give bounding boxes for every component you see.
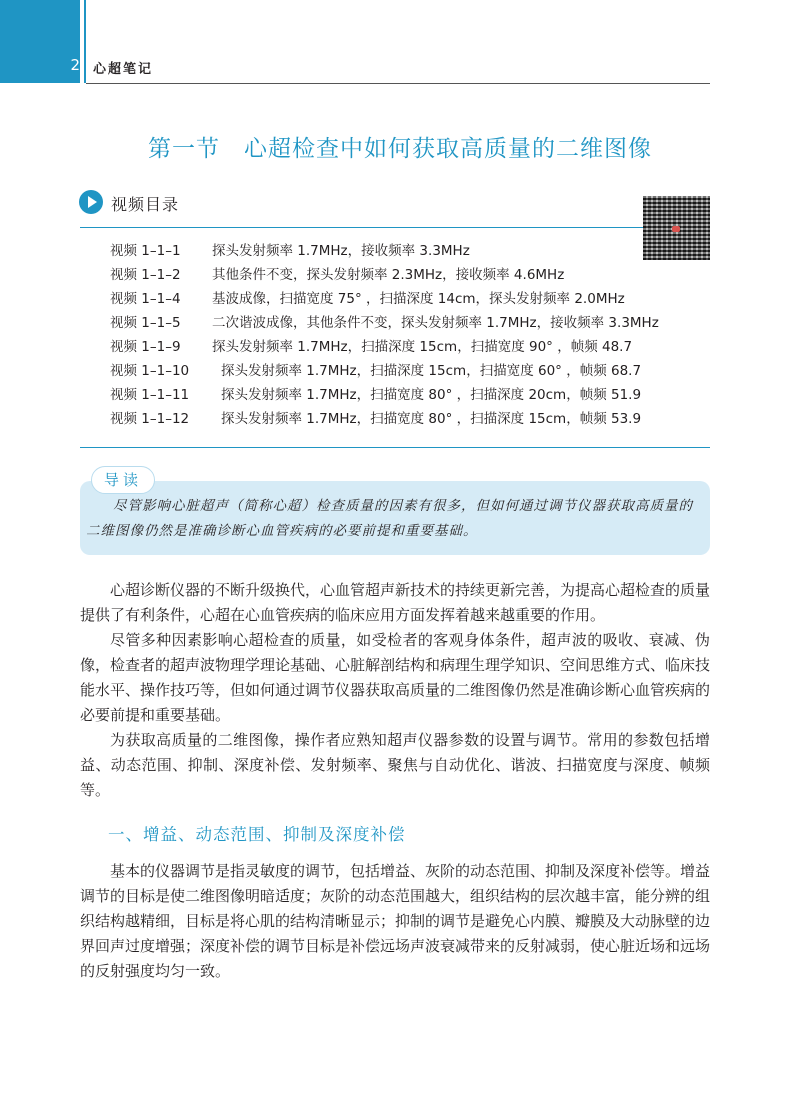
section-title: 第一节 心超检查中如何获取高质量的二维图像 <box>148 136 652 162</box>
video-item[interactable] <box>110 239 659 263</box>
video-code: 视频 1–1–4 <box>110 291 181 307</box>
guide-label: 导读 <box>91 466 155 494</box>
video-item[interactable] <box>110 263 659 287</box>
video-item[interactable] <box>110 383 659 407</box>
video-description: 基波成像，扫描宽度 75° ，扫描深度 14cm，探头发射频率 2.0MHz <box>212 291 625 307</box>
body-paragraph-3: 为获取高质量的二维图像，操作者应熟知超声仪器参数的设置与调节。常用的参数包括增益、动态范围、抑制、深度补偿、发射频率、聚焦与自动优化、谐波、扫描宽度与深度、帧频等。 <box>80 731 710 799</box>
video-item[interactable] <box>110 335 659 359</box>
video-code: 视频 1–1–12 <box>110 411 190 427</box>
video-code: 视频 1–1–2 <box>110 267 181 283</box>
video-directory-rule-bottom <box>80 447 710 448</box>
video-description: 其他条件不变，探头发射频率 2.3MHz，接收频率 4.6MHz <box>212 267 565 283</box>
video-item[interactable] <box>110 287 659 311</box>
body-paragraph-2: 尽管多种因素影响心超检查的质量，如受检者的客观身体条件，超声波的吸收、衰减、伪像，检查者的超声波物理学理论基础、心脏解剖结构和病理生理学知识、空间思维方式、临床技能水平、操作技巧等，但如何通过调节仪器获取高质量的二维图像仍然是准确诊断心血管疾病的必要前提和重要基础。 <box>80 631 711 724</box>
video-item[interactable] <box>110 359 659 383</box>
video-item[interactable] <box>110 407 659 431</box>
body-paragraph-1: 心超诊断仪器的不断升级换代，心血管超声新技术的持续更新完善，为提高心超检查的质量提供了有利条件，心超在心血管疾病的临床应用方面发挥着越来越重要的作用。 <box>80 581 711 624</box>
body-paragraph-4: 基本的仪器调节是指灵敏度的调节，包括增益、灰阶的动态范围、抑制及深度补偿等。增益调节的目标是使二维图像明暗适度；灰阶的动态范围越大，组织结构的层次越丰富，能分辨的组织结构越精细，目标是将心肌的结构清晰显示；抑制的调节是避免心内膜、瓣膜及大动脉壁的边界回声过度增强；深度补偿的调节目标是补偿远场声波衰减带来的反射减弱，使心脏近场和远场的反射强度均匀一致。 <box>80 862 711 980</box>
video-description: 探头发射频率 1.7MHz，接收频率 3.3MHz <box>212 243 470 259</box>
video-description: 探头发射频率 1.7MHz，扫描宽度 80° ，扫描深度 20cm，帧频 51.9 <box>221 387 642 403</box>
running-title: 心超笔记 <box>93 62 154 77</box>
video-code: 视频 1–1–9 <box>110 339 181 355</box>
video-description: 二次谐波成像，其他条件不变，探头发射频率 1.7MHz，接收频率 3.3MHz <box>212 315 659 331</box>
qr-code-center-mark <box>672 226 680 232</box>
play-triangle-icon <box>88 196 97 208</box>
header-divider <box>84 0 86 83</box>
video-list <box>110 239 659 431</box>
page-number: 2 <box>70 56 80 74</box>
video-code: 视频 1–1–5 <box>110 315 181 331</box>
video-description: 探头发射频率 1.7MHz，扫描深度 15cm，扫描宽度 90° ，帧频 48.7 <box>212 339 633 355</box>
video-code: 视频 1–1–10 <box>110 363 190 379</box>
guide-text: 尽管影响心脏超声（简称心超）检查质量的因素有很多，但如何通过调节仪器获取高质量的二维图像仍然是准确诊断心血管疾病的必要前提和重要基础。 <box>86 498 693 539</box>
video-directory-rule-top <box>80 227 710 228</box>
header-rule <box>86 83 710 84</box>
video-code: 视频 1–1–11 <box>110 387 190 403</box>
subsection-title: 一、增益、动态范围、抑制及深度补偿 <box>108 825 406 844</box>
video-description: 探头发射频率 1.7MHz，扫描宽度 80° ，扫描深度 15cm，帧频 53.9 <box>221 411 642 427</box>
video-item[interactable] <box>110 311 659 335</box>
video-directory-heading: 视频目录 <box>111 195 180 214</box>
video-description: 探头发射频率 1.7MHz，扫描深度 15cm，扫描宽度 60° ，帧频 68.7 <box>221 363 642 379</box>
video-code: 视频 1–1–1 <box>110 243 181 259</box>
